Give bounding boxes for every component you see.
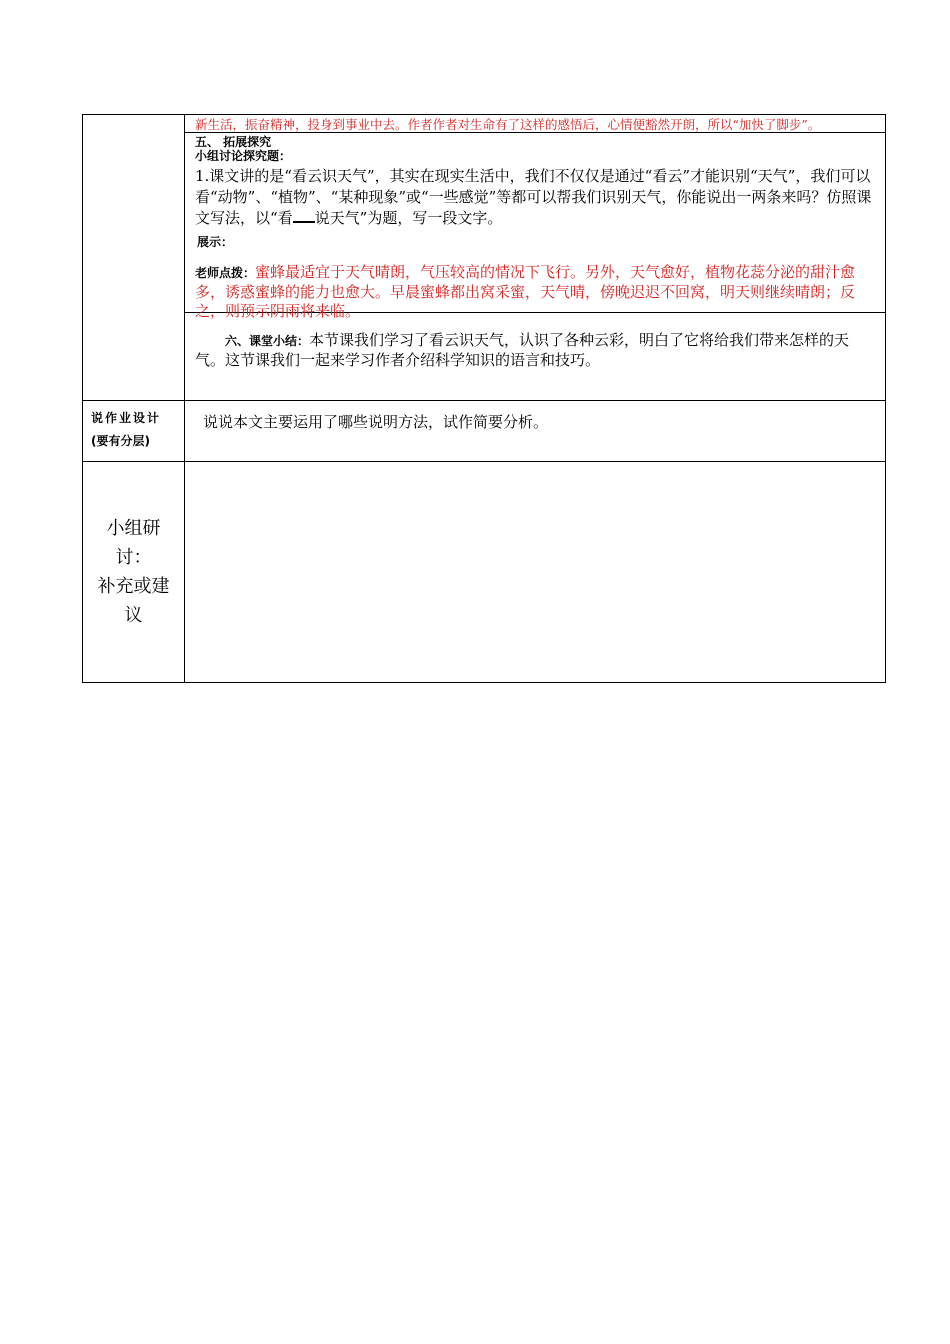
lesson-plan-table [82,114,886,683]
summary-label: 六、课堂小结： [225,334,310,348]
question-text-after-blank: 说天气”为题，写一段文字。 [314,209,503,227]
question-text-before-blank: 1.课文讲的是“看云识天气”，其实在现实生活中，我们不仅仅是通过“看云”才能识别“天气”，我们可以看“动物”、“植物”、“某种现象”或“一些感觉”等都可以帮我们识别天气，你能说出一两条来吗？仿照课文写法，以“看 [195,167,872,227]
section-5-title: 五、 拓展探究 [195,135,272,149]
group-discussion-row [83,462,886,683]
homework-label-line-1: 说作业设计 [91,411,162,425]
homework-row [83,401,886,462]
continuation-text: 新生活，振奋精神，投身到事业中去。作者作者对生命有了这样的感悟后，心情便豁然开朗，所以“加快了脚步”。 [195,117,821,132]
section-5-extension [185,132,885,320]
discussion-question [195,166,877,229]
group-label-line-3: 补充或建 [97,576,170,597]
summary-text: 本节课我们学习了看云识天气，认识了各种云彩，明白了它将给我们带来怎样的天气。这节课我们一起来学习作者介绍科学知识的语言和技巧。 [195,331,850,369]
group-discussion-label [83,462,184,682]
content-row [83,115,886,401]
homework-text: 说说本文主要运用了哪些说明方法，试作简要分析。 [203,413,549,431]
group-discussion-content-cell[interactable] [185,462,886,683]
content-row-label-cell [83,115,185,401]
group-label-line-2: 讨： [115,547,152,568]
homework-label-cell [83,401,185,462]
homework-label [83,401,184,461]
section-5-subtitle: 小组讨论探究题： [195,149,292,163]
group-discussion-label-cell [83,462,185,683]
question-blank [293,208,315,223]
content-row-body-cell [185,115,886,401]
teacher-tip-text: 蜜蜂最适宜于天气晴朗，气压较高的情况下飞行。另外，天气愈好，植物花蕊分泌的甜汁愈多，诱惑蜜蜂的能力也愈大。早晨蜜蜂都出窝采蜜，天气晴，傍晚迟迟不回窝，明天则继续晴朗；反之，则预示阴雨将来临。 [195,263,856,320]
group-label-line-1: 小组研 [106,518,161,539]
show-label: 展示： [197,235,234,249]
teacher-tip-label: 老师点拨： [195,266,256,280]
group-label-line-4: 议 [124,605,143,626]
section-6-summary [185,312,885,400]
homework-content-cell [185,401,886,462]
homework-label-line-2: (要有分层) [91,434,150,448]
